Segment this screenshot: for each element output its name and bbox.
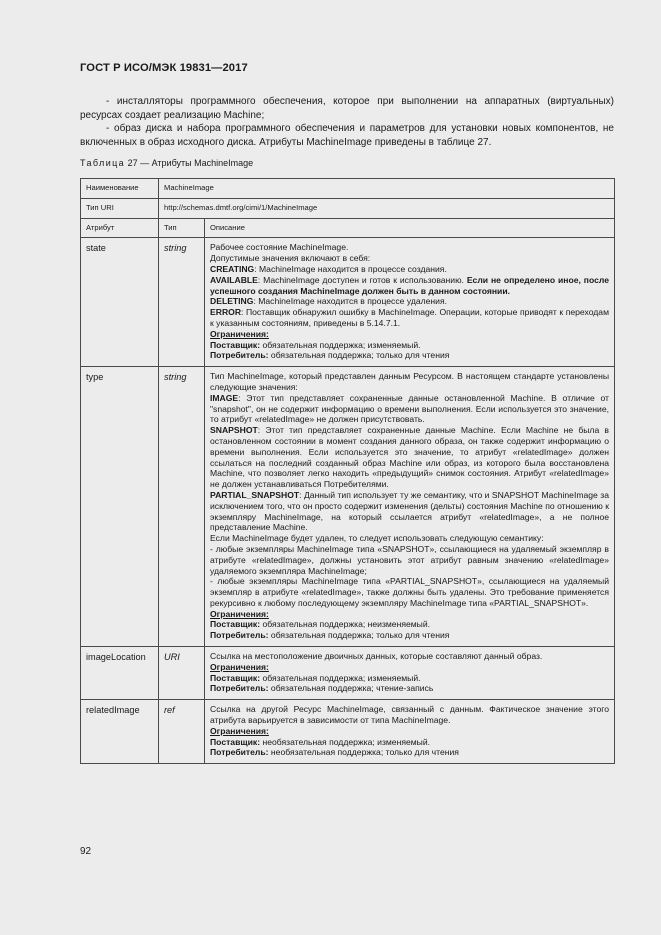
attribute-type: URI bbox=[159, 647, 205, 700]
desc-line: Ссылка на другой Ресурс MachineImage, связанный с данным. Фактическое значение этого атрибута варьируется в зависимости от типа MachineImage. bbox=[210, 704, 609, 726]
value-text: : Поставщик обнаружил ошибку в MachineImage. Операции, которые приводят к переходам к указанным состояниям, приведены в 5.14.7.1. bbox=[210, 307, 609, 328]
provider-label: Поставщик: bbox=[210, 339, 261, 350]
value-name: CREATING bbox=[210, 263, 255, 274]
value-text: : MachineImage находится в процессе создания. bbox=[254, 263, 447, 274]
constraints-heading bbox=[210, 329, 609, 340]
attribute-description bbox=[205, 647, 615, 700]
provider-constraint bbox=[210, 340, 609, 351]
provider-text: обязательная поддержка; изменяемый. bbox=[260, 339, 421, 350]
table-row bbox=[81, 700, 615, 764]
desc-value bbox=[210, 264, 609, 275]
value-name: SNAPSHOT bbox=[210, 425, 258, 436]
attribute-description bbox=[205, 367, 615, 647]
table-header-row bbox=[81, 218, 615, 238]
constraints-heading bbox=[210, 726, 609, 737]
provider-text: обязательная поддержка; изменяемый. bbox=[260, 672, 421, 683]
value-name: PARTIAL_SNAPSHOT bbox=[210, 489, 300, 500]
provider-constraint bbox=[210, 737, 609, 748]
consumer-label: Потребитель: bbox=[210, 350, 269, 361]
desc-line: Если MachineImage будет удален, то следует использовать следующую семантику: bbox=[210, 533, 544, 544]
meta-value: http://schemas.dmtf.org/cimi/1/MachineImage bbox=[159, 198, 615, 218]
constraints-label: Ограничения: bbox=[210, 328, 269, 339]
provider-constraint bbox=[210, 673, 609, 684]
value-note: Если не определено иное, после успешного создания MachineImage должен быть в данном состоянии. bbox=[210, 274, 609, 296]
provider-text: обязательная поддержка; неизменяемый. bbox=[260, 619, 431, 630]
desc-value bbox=[210, 393, 609, 425]
consumer-label: Потребитель: bbox=[210, 630, 269, 641]
page-number: 92 bbox=[80, 846, 92, 857]
value-name: ERROR bbox=[210, 307, 242, 318]
attribute-type: string bbox=[159, 238, 205, 367]
intro-paragraph-1: - инсталляторы программного обеспечения, которое при выполнении на аппаратных (виртуальных) ресурсах создает реализацию Machine; bbox=[80, 96, 614, 121]
desc-value bbox=[210, 296, 609, 307]
attribute-type: string bbox=[159, 367, 205, 647]
attribute-description bbox=[205, 700, 615, 764]
desc-value bbox=[210, 275, 609, 297]
attribute-name: relatedImage bbox=[81, 700, 159, 764]
provider-constraint bbox=[210, 619, 609, 630]
column-header-type: Тип bbox=[159, 218, 205, 238]
desc-line: - любые экземпляры MachineImage типа «PARTIAL_SNAPSHOT», ссылающиеся на удаляемый экземпляр в атрибуте «relatedImage», также должны быть удалены. Это требование применяется рекурсивно к любому последующему экземпляру MachineImage типа «PARTIAL_SNAPSHOT». bbox=[210, 576, 609, 608]
intro-text bbox=[80, 95, 614, 149]
column-header-attribute: Атрибут bbox=[81, 218, 159, 238]
table-row bbox=[81, 647, 615, 700]
desc-line: Рабочее состояние MachineImage. bbox=[210, 242, 349, 253]
provider-label: Поставщик: bbox=[210, 619, 261, 630]
value-text: : Данный тип использует ту же семантику, что и SNAPSHOT MachineImage за исключением того, что он просто содержит изменения (дельты) состояния Machine по отношению к экземпляру MachineImage, на который ссылается атрибут «relatedImage», а не полное представление Machine. bbox=[210, 489, 609, 533]
constraints-label: Ограничения: bbox=[210, 661, 269, 672]
provider-text: необязательная поддержка; изменяемый. bbox=[260, 736, 431, 747]
desc-line: Тип MachineImage, который представлен данным Ресурсом. В настоящем стандарте установлены следующие значения: bbox=[210, 371, 609, 392]
value-name: DELETING bbox=[210, 296, 254, 307]
consumer-label: Потребитель: bbox=[210, 747, 269, 758]
value-text: : MachineImage находится в процессе удаления. bbox=[253, 296, 448, 307]
meta-label: Тип URI bbox=[81, 198, 159, 218]
provider-label: Поставщик: bbox=[210, 736, 261, 747]
desc-value bbox=[210, 307, 609, 329]
table-caption-prefix: Таблица bbox=[80, 158, 126, 168]
value-text: : Этот тип представляет сохраненные данные Machine. Если Machine не была в остановленном состоянии в момент создания данного образа, он также содержит информацию о времени выполнения. Если используется это значение, то атрибут «relatedImage» должен ссылаться на последний созданный образ Machine или образ, из которого была восстановлена Machine, что позволяет легко находить «предыдущий» снимок состояния. Атрибут «relatedImage» не должен устанавливаться Потребителями. bbox=[210, 425, 609, 490]
consumer-text: необязательная поддержка; только для чтения bbox=[268, 747, 459, 758]
consumer-constraint bbox=[210, 747, 609, 758]
attributes-table bbox=[80, 178, 615, 764]
table-row bbox=[81, 238, 615, 367]
consumer-text: обязательная поддержка; только для чтения bbox=[268, 630, 450, 641]
attribute-name: type bbox=[81, 367, 159, 647]
attribute-name: state bbox=[81, 238, 159, 367]
meta-label: Наименование bbox=[81, 179, 159, 199]
table-row bbox=[81, 179, 615, 199]
constraints-label: Ограничения: bbox=[210, 608, 269, 619]
consumer-text: обязательная поддержка; чтение-запись bbox=[268, 683, 434, 694]
attribute-description bbox=[205, 238, 615, 367]
table-row bbox=[81, 367, 615, 647]
meta-value: MachineImage bbox=[159, 179, 615, 199]
attribute-name: imageLocation bbox=[81, 647, 159, 700]
value-text: : Этот тип представляет сохраненные данные остановленной Machine. В отличие от "snapshot", он не содержит информацию о времени выполнения. Если используется это значение, то атрибут «relatedImage» не должен присутствовать. bbox=[210, 392, 609, 425]
table-caption-text: 27 — Атрибуты MachineImage bbox=[125, 158, 254, 168]
consumer-constraint bbox=[210, 630, 609, 641]
consumer-constraint bbox=[210, 683, 609, 694]
desc-line: Допустимые значения включают в себя: bbox=[210, 253, 371, 264]
standard-header: ГОСТ Р ИСО/МЭК 19831—2017 bbox=[80, 62, 248, 74]
constraints-heading bbox=[210, 662, 609, 673]
desc-line: Ссылка на местоположение двоичных данных, которые составляют данный образ. bbox=[210, 651, 543, 662]
value-text: : MachineImage доступен и готов к использованию. bbox=[257, 274, 467, 285]
desc-value bbox=[210, 490, 609, 533]
consumer-label: Потребитель: bbox=[210, 683, 269, 694]
table-caption bbox=[80, 158, 253, 168]
consumer-constraint bbox=[210, 350, 609, 361]
value-name: IMAGE bbox=[210, 392, 239, 403]
value-name: AVAILABLE bbox=[210, 274, 258, 285]
constraints-heading bbox=[210, 609, 609, 620]
desc-line: - любые экземпляры MachineImage типа «SNAPSHOT», ссылающиеся на удаляемый экземпляр в атрибуте «relatedImage», должны установить этот атрибут равным значению «relatedImage» удаляемого экземпляра MachineImage; bbox=[210, 543, 609, 576]
desc-value bbox=[210, 425, 609, 490]
column-header-description: Описание bbox=[205, 218, 615, 238]
consumer-text: обязательная поддержка; только для чтения bbox=[268, 350, 450, 361]
attribute-type: ref bbox=[159, 700, 205, 764]
constraints-label: Ограничения: bbox=[210, 725, 269, 736]
provider-label: Поставщик: bbox=[210, 672, 261, 683]
table-row bbox=[81, 198, 615, 218]
intro-paragraph-2: - образ диска и набора программного обеспечения и параметров для установки новых компонентов, не включенных в образ исходного диска. Атрибуты MachineImage приведены в таблице 27. bbox=[80, 123, 614, 148]
